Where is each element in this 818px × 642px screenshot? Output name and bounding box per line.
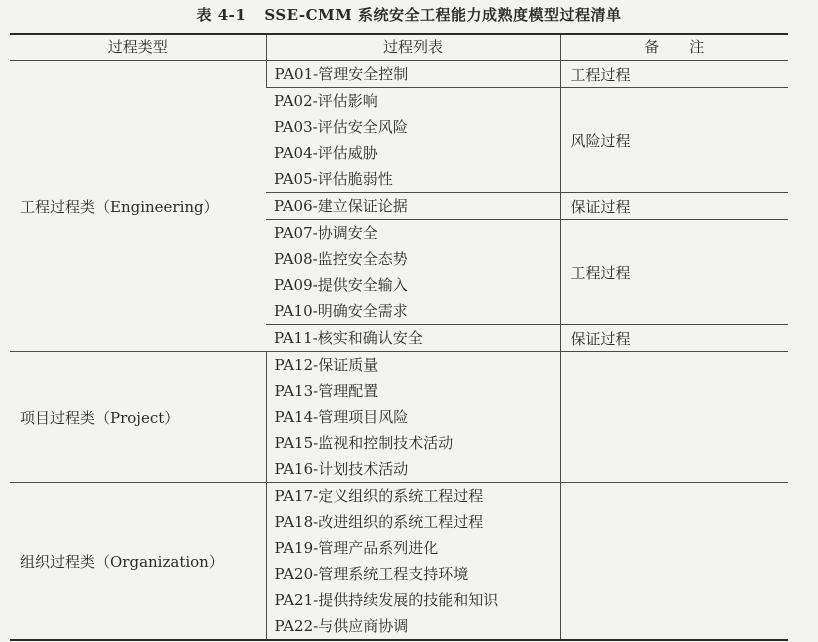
process-item-pa11: PA11-核实和确认安全: [274, 329, 423, 347]
process-item-pa17: PA17-定义组织的系统工程过程: [274, 487, 484, 505]
process-group: [266, 220, 560, 325]
process-item-pa13: PA13-管理配置: [274, 382, 379, 400]
process-group: [266, 61, 560, 88]
category-project: 项目过程类（Project）: [10, 352, 266, 483]
process-item-pa03: PA03-评估安全风险: [274, 118, 408, 136]
process-group: [266, 88, 560, 193]
process-item-pa12: PA12-保证质量: [274, 356, 379, 374]
process-item-pa01: PA01-管理安全控制: [274, 65, 409, 83]
process-item-pa06: PA06-建立保证论据: [274, 197, 408, 215]
process-item-pa05: PA05-评估脆弱性: [274, 170, 393, 188]
note-cell: 工程过程: [560, 220, 788, 325]
category-engineering: 工程过程类（Engineering）: [10, 61, 266, 352]
process-item-pa21: PA21-提供持续发展的技能和知识: [274, 591, 499, 609]
table-number: 表 4-1: [196, 6, 247, 24]
process-item-pa07: PA07-协调安全: [274, 224, 378, 242]
process-item-pa15: PA15-监视和控制技术活动: [274, 434, 454, 452]
process-item-pa14: PA14-管理项目风险: [274, 408, 409, 426]
process-item-pa02: PA02-评估影响: [274, 92, 378, 110]
header-process-type: 过程类型: [10, 34, 266, 61]
note-cell: 工程过程: [560, 61, 788, 88]
note-cell-empty: [560, 352, 788, 483]
process-item-pa16: PA16-计划技术活动: [274, 460, 409, 478]
table-row: [10, 483, 788, 641]
header-note: 备 注: [560, 34, 788, 61]
process-item-pa10: PA10-明确安全需求: [274, 302, 408, 320]
note-cell-empty: [560, 483, 788, 641]
table-title: SSE-CMM 系统安全工程能力成熟度模型过程清单: [264, 6, 622, 24]
header-process-list: 过程列表: [266, 34, 560, 61]
process-item-pa08: PA08-监控安全态势: [274, 250, 408, 268]
process-item-pa18: PA18-改进组织的系统工程过程: [274, 513, 484, 531]
process-group: [266, 325, 560, 352]
process-item-pa22: PA22-与供应商协调: [274, 617, 409, 635]
process-item-pa20: PA20-管理系统工程支持环境: [274, 565, 469, 583]
header-row: [10, 34, 788, 61]
process-item-pa09: PA09-提供安全输入: [274, 276, 408, 294]
process-item-pa19: PA19-管理产品系列进化: [274, 539, 439, 557]
process-group: [266, 352, 560, 483]
process-group: [266, 193, 560, 220]
process-group: [266, 483, 560, 641]
process-table: [10, 33, 788, 641]
process-item-pa04: PA04-评估威胁: [274, 144, 378, 162]
table-row: [10, 352, 788, 483]
note-cell: 风险过程: [560, 88, 788, 193]
category-organization: 组织过程类（Organization）: [10, 483, 266, 641]
note-cell: 保证过程: [560, 325, 788, 352]
table-caption: [0, 4, 818, 25]
table-row: [10, 61, 788, 88]
note-cell: 保证过程: [560, 193, 788, 220]
